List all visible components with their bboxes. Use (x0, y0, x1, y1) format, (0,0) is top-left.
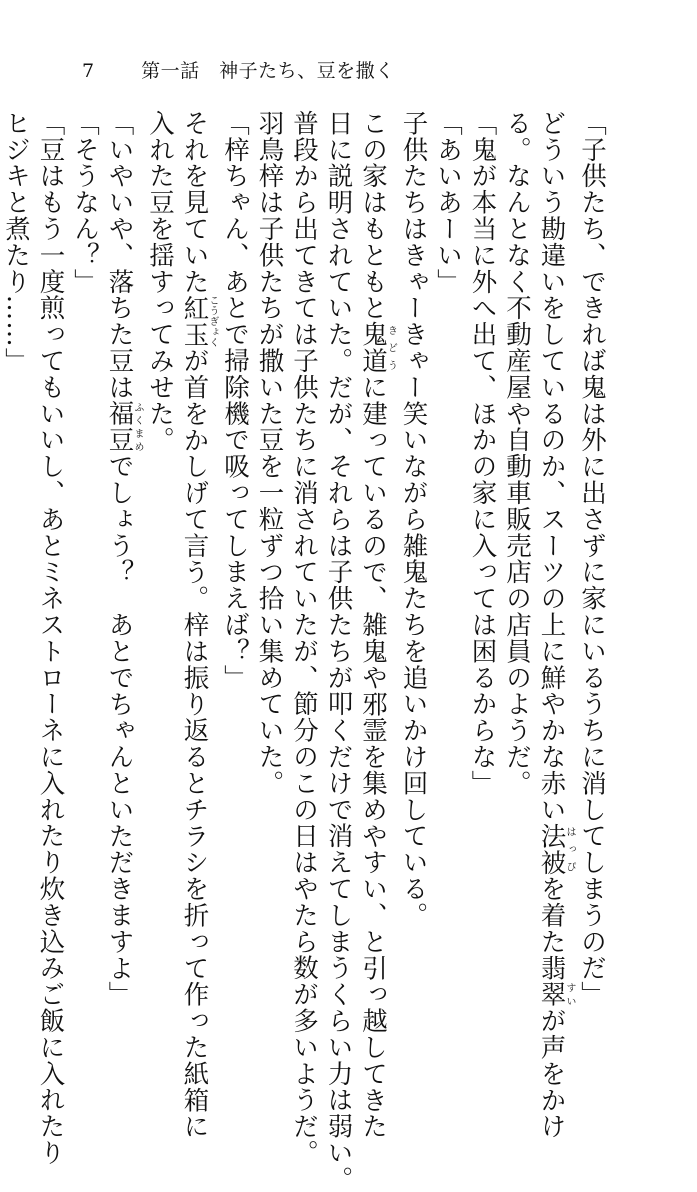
text-line: 入れた豆を揺すってみせた。 (145, 110, 175, 454)
text-line: 普段から出てきては子供たちに消されていたが、節分のこの日はやたら数が多いようだ。 (289, 110, 319, 1166)
text-line: それを見ていた紅玉こうぎょくが首をかしげて言う。梓は振り返るとチラシを折って作った紙箱に (179, 110, 218, 1140)
ruby-sui: 翠すい (536, 981, 575, 1008)
text-line: 「豆はもう一度煎ってもいいし、あとミネストローネに入れたり炊き込みご飯に入れたり (35, 110, 66, 1166)
ruby-happi: 法被はっぴ (536, 822, 575, 876)
text-line: 子供たちはきゃーきゃー笑いながら雑鬼たちを追いかけ回している。 (398, 110, 429, 929)
text-line: る。なんとなく不動産屋や自動車販売店の店員のようだ。 (502, 110, 532, 797)
text-line: 「子供たち、できれば鬼は外に出さずに家にいるうちに消してしまうのだ」 (577, 110, 607, 1008)
ruby-fukumame: 福豆ふくまめ (104, 400, 143, 454)
text-line: 「そうなん？」 (70, 110, 100, 295)
text-line: 「梓ちゃん、あとで掃除機で吸ってしまえば？」 (220, 110, 250, 691)
text-line: 「あいあーい」 (433, 110, 463, 295)
text-line: この家はもともと鬼道きどうに建っているので、雑鬼や邪霊を集めやすい、と引っ越してきた (358, 110, 397, 1140)
text-line: 「いやいや、落ちた豆は福豆ふくまめでしょう？ あとでちゃんといただきますよ」 (104, 110, 143, 1008)
page-number: 7 (82, 60, 95, 82)
text-line: 羽鳥梓は子供たちが撒いた豆を一粒ずつ拾い集めていた。 (254, 110, 285, 797)
ruby-kogyoku: 紅玉こうぎょく (179, 294, 218, 348)
vertical-body-text (1, 110, 609, 1192)
text-line: どういう勘違いをしているのか、スーツの上に鮮やかな赤い法被はっぴを着た翡翠すいが声をかけ (536, 110, 575, 1140)
text-line: 「鬼が本当に外へ出て、ほかの家に入っては困るからな」 (467, 110, 498, 797)
running-header (82, 56, 395, 83)
text-line: ヒジキと煮たり……」 (1, 110, 31, 374)
chapter-title: 第一話 神子たち、豆を撒く (141, 60, 395, 82)
text-line: 日に説明されていた。だが、それらは子供たちが叩くだけで消えてしまうくらい力は弱い。 (323, 110, 354, 1192)
ruby-kido: 鬼道きどう (358, 321, 397, 375)
